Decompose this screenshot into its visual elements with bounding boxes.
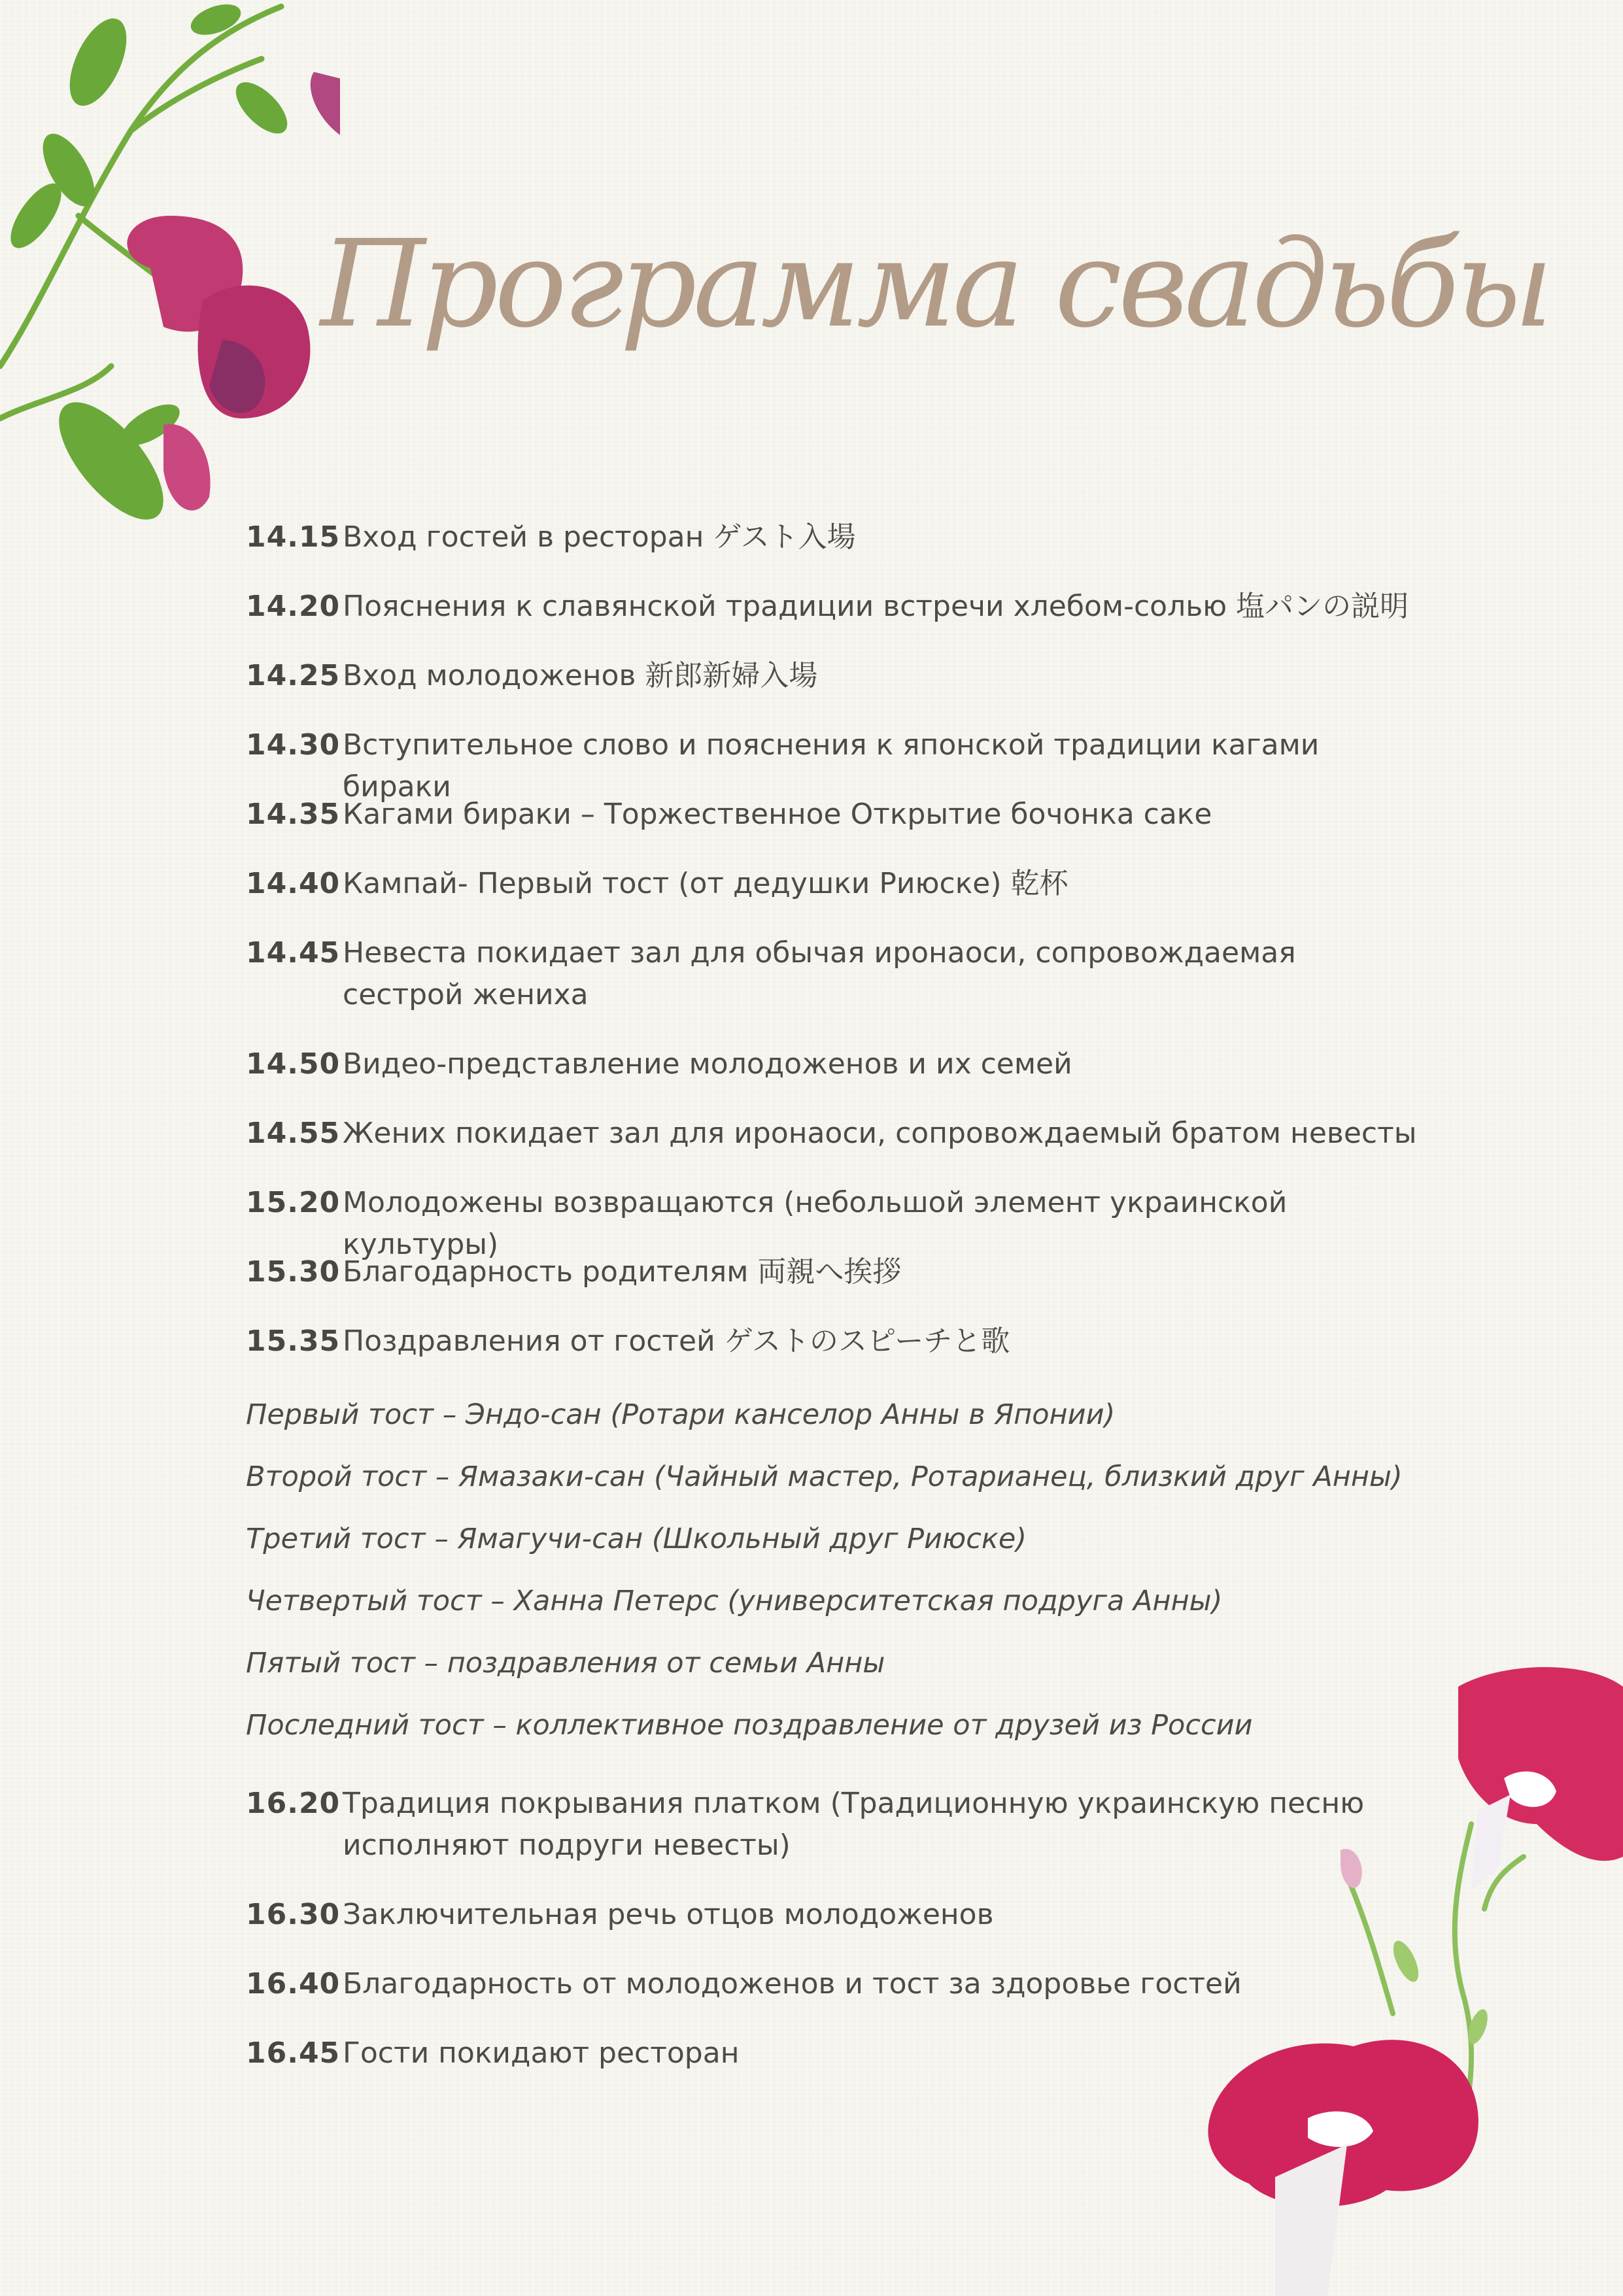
toast-line: Пятый тост – поздравления от семьи Анны (246, 1647, 885, 1680)
pink-flowers (127, 72, 340, 511)
schedule-text: Заключительная речь отцов молодоженов (343, 1898, 994, 1931)
schedule-time: 15.20 (246, 1186, 341, 1219)
toast-line: Второй тост – Ямазаки-сан (Чайный мастер, Ротарианец, близкий друг Анны) (246, 1460, 1403, 1493)
toast-line: Последний тост – коллективное поздравление от друзей из России (246, 1709, 1253, 1742)
schedule-time: 16.45 (246, 2036, 341, 2070)
schedule-time: 14.20 (246, 590, 341, 623)
flower-illustration-top-left (0, 0, 340, 562)
schedule-text: Молодожены возвращаются (небольшой элемент украинской культуры) (343, 1186, 1288, 1261)
schedule-text: Традиция покрывания платком (Традиционную украинскую песню исполняют подруги невесты) (343, 1787, 1365, 1862)
schedule-time: 14.30 (246, 728, 341, 762)
page-title: Программа свадьбы (320, 214, 1550, 354)
schedule-time: 16.30 (246, 1898, 341, 1931)
toast-line: Четвертый тост – Ханна Петерс (университетская подруга Анны) (246, 1585, 1223, 1617)
schedule-time: 16.20 (246, 1787, 341, 1820)
schedule-text: Невеста покидает зал для обычая иронаоси, сопровождаемая сестрой жениха (343, 936, 1296, 1011)
schedule-time: 16.40 (246, 1967, 341, 2001)
toast-line: Третий тост – Ямагучи-сан (Школьный друг Риюске) (246, 1523, 1027, 1555)
schedule-time: 14.45 (246, 936, 341, 970)
schedule-text: Вход молодоженов 新郎新婦入場 (343, 659, 818, 692)
schedule-text: Благодарность родителям 両親へ挨拶 (343, 1255, 902, 1289)
schedule-text: Вход гостей в ресторан ゲスト入場 (343, 520, 856, 554)
schedule-time: 14.35 (246, 798, 341, 831)
schedule-time: 14.50 (246, 1047, 341, 1081)
schedule-time: 14.40 (246, 867, 341, 900)
schedule-time: 14.55 (246, 1117, 341, 1150)
schedule-text: Пояснения к славянской традиции встречи хлебом-солью 塩パンの説明 (343, 590, 1409, 623)
schedule-time: 15.35 (246, 1325, 341, 1358)
schedule-time: 15.30 (246, 1255, 341, 1289)
schedule-text: Видео-представление молодоженов и их семей (343, 1047, 1072, 1081)
toast-line: Первый тост – Эндо-сан (Ротари канселор Анны в Японии) (246, 1398, 1116, 1431)
schedule-text: Вступительное слово и пояснения к японской традиции кагами бираки (343, 728, 1320, 803)
schedule-text: Кампай- Первый тост (от дедушки Риюске) 乾杯 (343, 867, 1068, 900)
schedule-text: Жених покидает зал для иронаоси, сопровождаемый братом невесты (343, 1117, 1417, 1150)
schedule-text: Кагами бираки – Торжественное Открытие бочонка саке (343, 798, 1212, 831)
schedule-text: Благодарность от молодоженов и тост за здоровье гостей (343, 1967, 1242, 2001)
schedule-text: Поздравления от гостей ゲストのスピーチと歌 (343, 1325, 1010, 1358)
schedule-time: 14.15 (246, 520, 341, 554)
schedule-text: Гости покидают ресторан (343, 2036, 740, 2070)
schedule-time: 14.25 (246, 659, 341, 692)
